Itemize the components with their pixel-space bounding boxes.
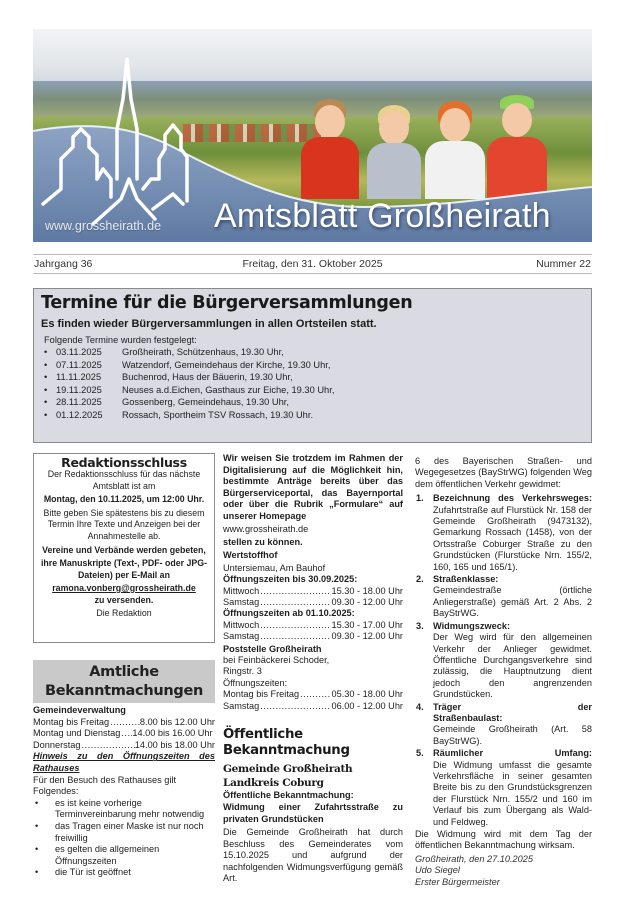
termine-date: 03.11.2025 — [56, 347, 102, 357]
bullet-icon: • — [35, 844, 39, 855]
website-url[interactable]: www.grossheirath.de — [45, 219, 162, 233]
column-right — [415, 456, 592, 888]
point-number: 1. — [416, 493, 424, 504]
redaktion-box — [33, 453, 215, 643]
bullet-icon: • — [44, 372, 48, 383]
bullet-icon: • — [35, 820, 39, 831]
point-text: Die Widmung umfasst die gesamte Verkehrsfläche in seiner gesamten Breite bis zu den Grundstücksgrenzen der Flurstück Nrn. 155/2 und 160 im Verlauf bis zum Übergang als Wald- und Feldweg. — [433, 759, 592, 827]
bullet-icon: • — [44, 359, 48, 370]
bekanntmachung-intro: Die Gemeinde Großheirath hat durch Beschluss des Gemeinderates vom 15.10.2025 und aufgrund der nachfolgenden Widmungsverfügung gemäß Art. — [223, 827, 403, 883]
termine-place: Buchenrod, Haus der Bäuerin, 19.30 Uhr, — [122, 372, 293, 383]
hinweis-item — [33, 798, 215, 821]
hours-day: Montag bis Freitag — [33, 716, 110, 727]
termine-intro: Folgende Termine wurden festgelegt: — [44, 335, 197, 345]
termine-place: Neuses a.d.Eichen, Gasthaus zur Eiche, 19.30 Uhr, — [122, 384, 335, 395]
point-text: Gemeindestraße (örtliche Anliegerstraße) gemäß Art. 2 Abs. 2 BayStrWG. — [433, 585, 592, 619]
bullet-icon: • — [44, 409, 48, 420]
hinweis-item — [33, 821, 215, 844]
hinweis-item-text: es ist keine vorherige Terminvereinbarung mehr notwendig — [55, 797, 205, 820]
hinweis-item — [33, 867, 215, 879]
issue-date: Freitag, den 31. Oktober 2025 — [242, 258, 383, 270]
hours-time: 05.30 - 18.00 Uhr — [331, 689, 403, 700]
redaktion-email-link[interactable]: ramona.vonberg@grossheirath.de — [52, 582, 196, 593]
digital-notice-end: stellen zu können. — [223, 536, 303, 547]
termine-date: 28.11.2025 — [56, 397, 102, 408]
masthead-banner — [33, 29, 592, 242]
hours-row — [33, 717, 215, 729]
termine-place: Großheirath, Schützenhaus, 19.30 Uhr, — [122, 347, 284, 357]
bullet-icon: • — [44, 384, 48, 395]
point-title: Widmungszweck: — [433, 620, 510, 631]
hinweis-item-text: die Tür ist geöffnet — [55, 867, 131, 878]
poststelle-line2: Ringstr. 3 — [223, 666, 262, 677]
termine-place: Rossach, Sportheim TSV Rossach, 19.30 Uhr. — [122, 409, 314, 420]
point-number: 3. — [416, 620, 424, 631]
signer-title: Erster Bürgermeister — [415, 876, 500, 887]
termine-item — [44, 385, 584, 398]
point-number: 4. — [416, 701, 424, 712]
hours-row — [33, 728, 215, 740]
termine-place: Watzendorf, Gemeindehaus der Kirche, 19.30 Uhr, — [122, 359, 331, 370]
signer-name: Udo Siegel — [415, 865, 460, 876]
gemeindeverwaltung-title: Gemeindeverwaltung — [33, 705, 126, 715]
poststelle-title: Poststelle Großheirath — [223, 643, 322, 654]
termine-list — [44, 347, 584, 423]
termine-item — [44, 360, 584, 373]
bekanntmachung-closing: Die Widmung wird mit dem Tag der öffentlichen Bekanntmachung wirksam. — [415, 829, 592, 851]
hours-time: 09.30 - 12.00 Uhr — [331, 597, 403, 607]
redaktion-deadline: Montag, den 10.11.2025, um 12:00 Uhr. — [43, 494, 205, 505]
amtlich-body — [33, 705, 215, 879]
column-left — [33, 453, 215, 879]
hinweis-title: Hinweis zu den Öffnungszeiten des Rathauses — [33, 751, 215, 773]
hours-time: 14.00 bis 18.00 Uhr — [134, 739, 215, 750]
termine-title: Termine für die Bürgerversammlungen — [41, 293, 413, 313]
point-title: Bezeichnung des Verkehrsweges: — [433, 493, 592, 504]
bekanntmachung-title: Öffentliche Bekanntmachung — [223, 727, 350, 759]
issue-volume: Jahrgang 36 — [34, 258, 93, 270]
wertstoffhof-location: Untersiemau, Am Bauhof — [223, 562, 326, 573]
hours-day: Samstag — [223, 631, 260, 642]
hours-day: Mittwoch — [223, 585, 260, 596]
point-2 — [415, 574, 592, 620]
hours-day: Samstag — [223, 700, 260, 711]
poststelle-hours-label: Öffnungszeiten: — [223, 677, 288, 688]
bekanntmachung-label: Öffentliche Bekanntmachung: — [223, 790, 354, 801]
hours-day: Montag bis Freitag — [223, 689, 300, 700]
point-title: Straßenklasse: — [433, 574, 499, 585]
bekanntmachung-district: Landkreis Coburg — [223, 777, 324, 790]
termine-box — [33, 288, 592, 443]
hours-time: 15.30 - 18.00 Uhr — [331, 585, 403, 596]
termine-item — [44, 372, 584, 385]
wertstoffhof-title: Wertstoffhof — [223, 550, 278, 561]
termine-item — [44, 347, 584, 360]
hours-day: Samstag — [223, 597, 260, 607]
homepage-link[interactable]: www.grossheirath.de — [223, 523, 309, 534]
termine-item — [44, 397, 584, 410]
point-text: Zufahrtstraße auf Flurstück Nr. 158 der Gemeinde Großheirath (9473132), Gemarkung Rossach (1458), von der Ortsstraße Coburger Straße zu den Grundstücken (Flurstücke Nrn. 155/2, 160, 165 und 165/1). — [433, 504, 592, 572]
redaktion-signature: Die Redaktion — [96, 607, 152, 618]
hours-row — [223, 586, 403, 597]
hours-row — [223, 597, 403, 608]
redaktion-line4: zu versenden. — [94, 595, 154, 606]
point-number: 5. — [416, 748, 424, 759]
hours-row — [33, 740, 215, 752]
bekanntmachung-subject: Widmung einer Zufahrtsstraße zu privaten Grundstücken — [223, 802, 403, 824]
redaktion-line1: Der Redaktionsschluss für das nächste Amtsblatt ist am — [47, 469, 201, 491]
redaktion-line2: Bitte geben Sie spätestens bis zu diesem Termin Ihre Texte und Anzeigen bei der Annahmestelle ab. — [43, 507, 205, 541]
hinweis-item-text: es gelten die allgemeinen Öffnungszeiten — [55, 844, 160, 866]
termine-date: 11.11.2025 — [56, 372, 102, 383]
point-text: Gemeinde Großheirath (Art. 58 BayStrWG). — [433, 724, 592, 746]
termine-place: Gossenberg, Gemeindehaus, 19.30 Uhr, — [122, 397, 289, 408]
bullet-icon: • — [35, 797, 39, 808]
hours-day: Donnerstag — [33, 739, 81, 750]
hours-time: 14.00 bis 16.00 Uhr — [132, 728, 213, 739]
termine-date: 19.11.2025 — [56, 384, 102, 395]
hours-day: Montag und Dienstag — [33, 728, 121, 739]
hours-row — [223, 631, 403, 642]
point-title: Räumlicher Umfang: — [433, 748, 592, 759]
point-4 — [415, 702, 592, 748]
hinweis-item-text: das Tragen einer Maske ist nur noch freiwillig — [55, 820, 204, 843]
digital-notice: Wir weisen Sie trotzdem im Rahmen der Digitalisierung auf die Möglichkeit hin, bestimmte Anträge bereits über das Bürgerserviceportal, das Bayernportal oder über die Rubrik „Formulare“ auf unserer Homepage — [223, 453, 403, 521]
period1-title: Öffnungszeiten bis 30.09.2025: — [223, 574, 358, 585]
termine-subtitle: Es finden wieder Bürgerversammlungen in allen Ortsteilen statt. — [41, 318, 377, 330]
bullet-icon: • — [35, 867, 39, 878]
amtlich-title: Amtliche Bekanntmachungen — [33, 660, 215, 703]
bullet-icon: • — [44, 397, 48, 408]
point-title: Träger der Straßenbaulast: — [433, 701, 592, 723]
column-middle — [223, 453, 403, 884]
hours-time: 8.00 bis 12.00 Uhr — [139, 716, 215, 727]
point-text: Der Weg wird für den allgemeinen Verkehr der Anlieger gewidmet. Öffentliche Durchgangsverkehre sind zulässig, die Hauptnutzung dient jedoch den angrenzenden Grundstücken. — [433, 632, 592, 700]
bullet-icon: • — [44, 347, 48, 357]
point-3 — [415, 621, 592, 701]
bekanntmachung-municipality: Gemeinde Großheirath — [223, 763, 353, 776]
bekanntmachung-intro-continued: 6 des Bayerischen Straßen- und Wegegesetzes (BayStrWG) folgenden Weg dem öffentlichen Verkehr gewidmet: — [415, 456, 592, 489]
termine-item — [44, 410, 584, 423]
termine-date: 01.12.2025 — [56, 409, 103, 420]
redaktion-line3: Vereine und Verbände werden gebeten, ihre Manuskripte (Text-, PDF- oder JPG-Dateien) per E-Mail an — [40, 545, 208, 581]
masthead-title: Amtsblatt Großheirath — [214, 197, 551, 235]
poststelle-line1: bei Feinbäckerei Schoder, — [223, 655, 330, 666]
hours-time: 15.30 - 17.00 Uhr — [331, 619, 403, 630]
hours-day: Mittwoch — [223, 619, 260, 630]
issue-info-bar — [33, 254, 592, 274]
hours-time: 06.00 - 12.00 Uhr — [331, 700, 403, 711]
point-number: 2. — [416, 574, 424, 585]
period2-title: Öffnungszeiten ab 01.10.2025: — [223, 608, 355, 619]
place-date: Großheirath, den 27.10.2025 — [415, 853, 533, 864]
hours-row — [223, 689, 403, 700]
hours-time: 09.30 - 12.00 Uhr — [331, 631, 403, 642]
hours-row — [223, 701, 403, 712]
hinweis-intro: Für den Besuch des Rathauses gilt Folgendes: — [33, 774, 176, 797]
hours-row — [223, 620, 403, 631]
hinweis-item — [33, 844, 215, 867]
point-1 — [415, 493, 592, 573]
redaktion-title: Redaktionsschluss — [61, 455, 187, 470]
issue-number: Nummer 22 — [536, 258, 591, 270]
termine-date: 07.11.2025 — [56, 359, 102, 370]
point-5 — [415, 748, 592, 828]
